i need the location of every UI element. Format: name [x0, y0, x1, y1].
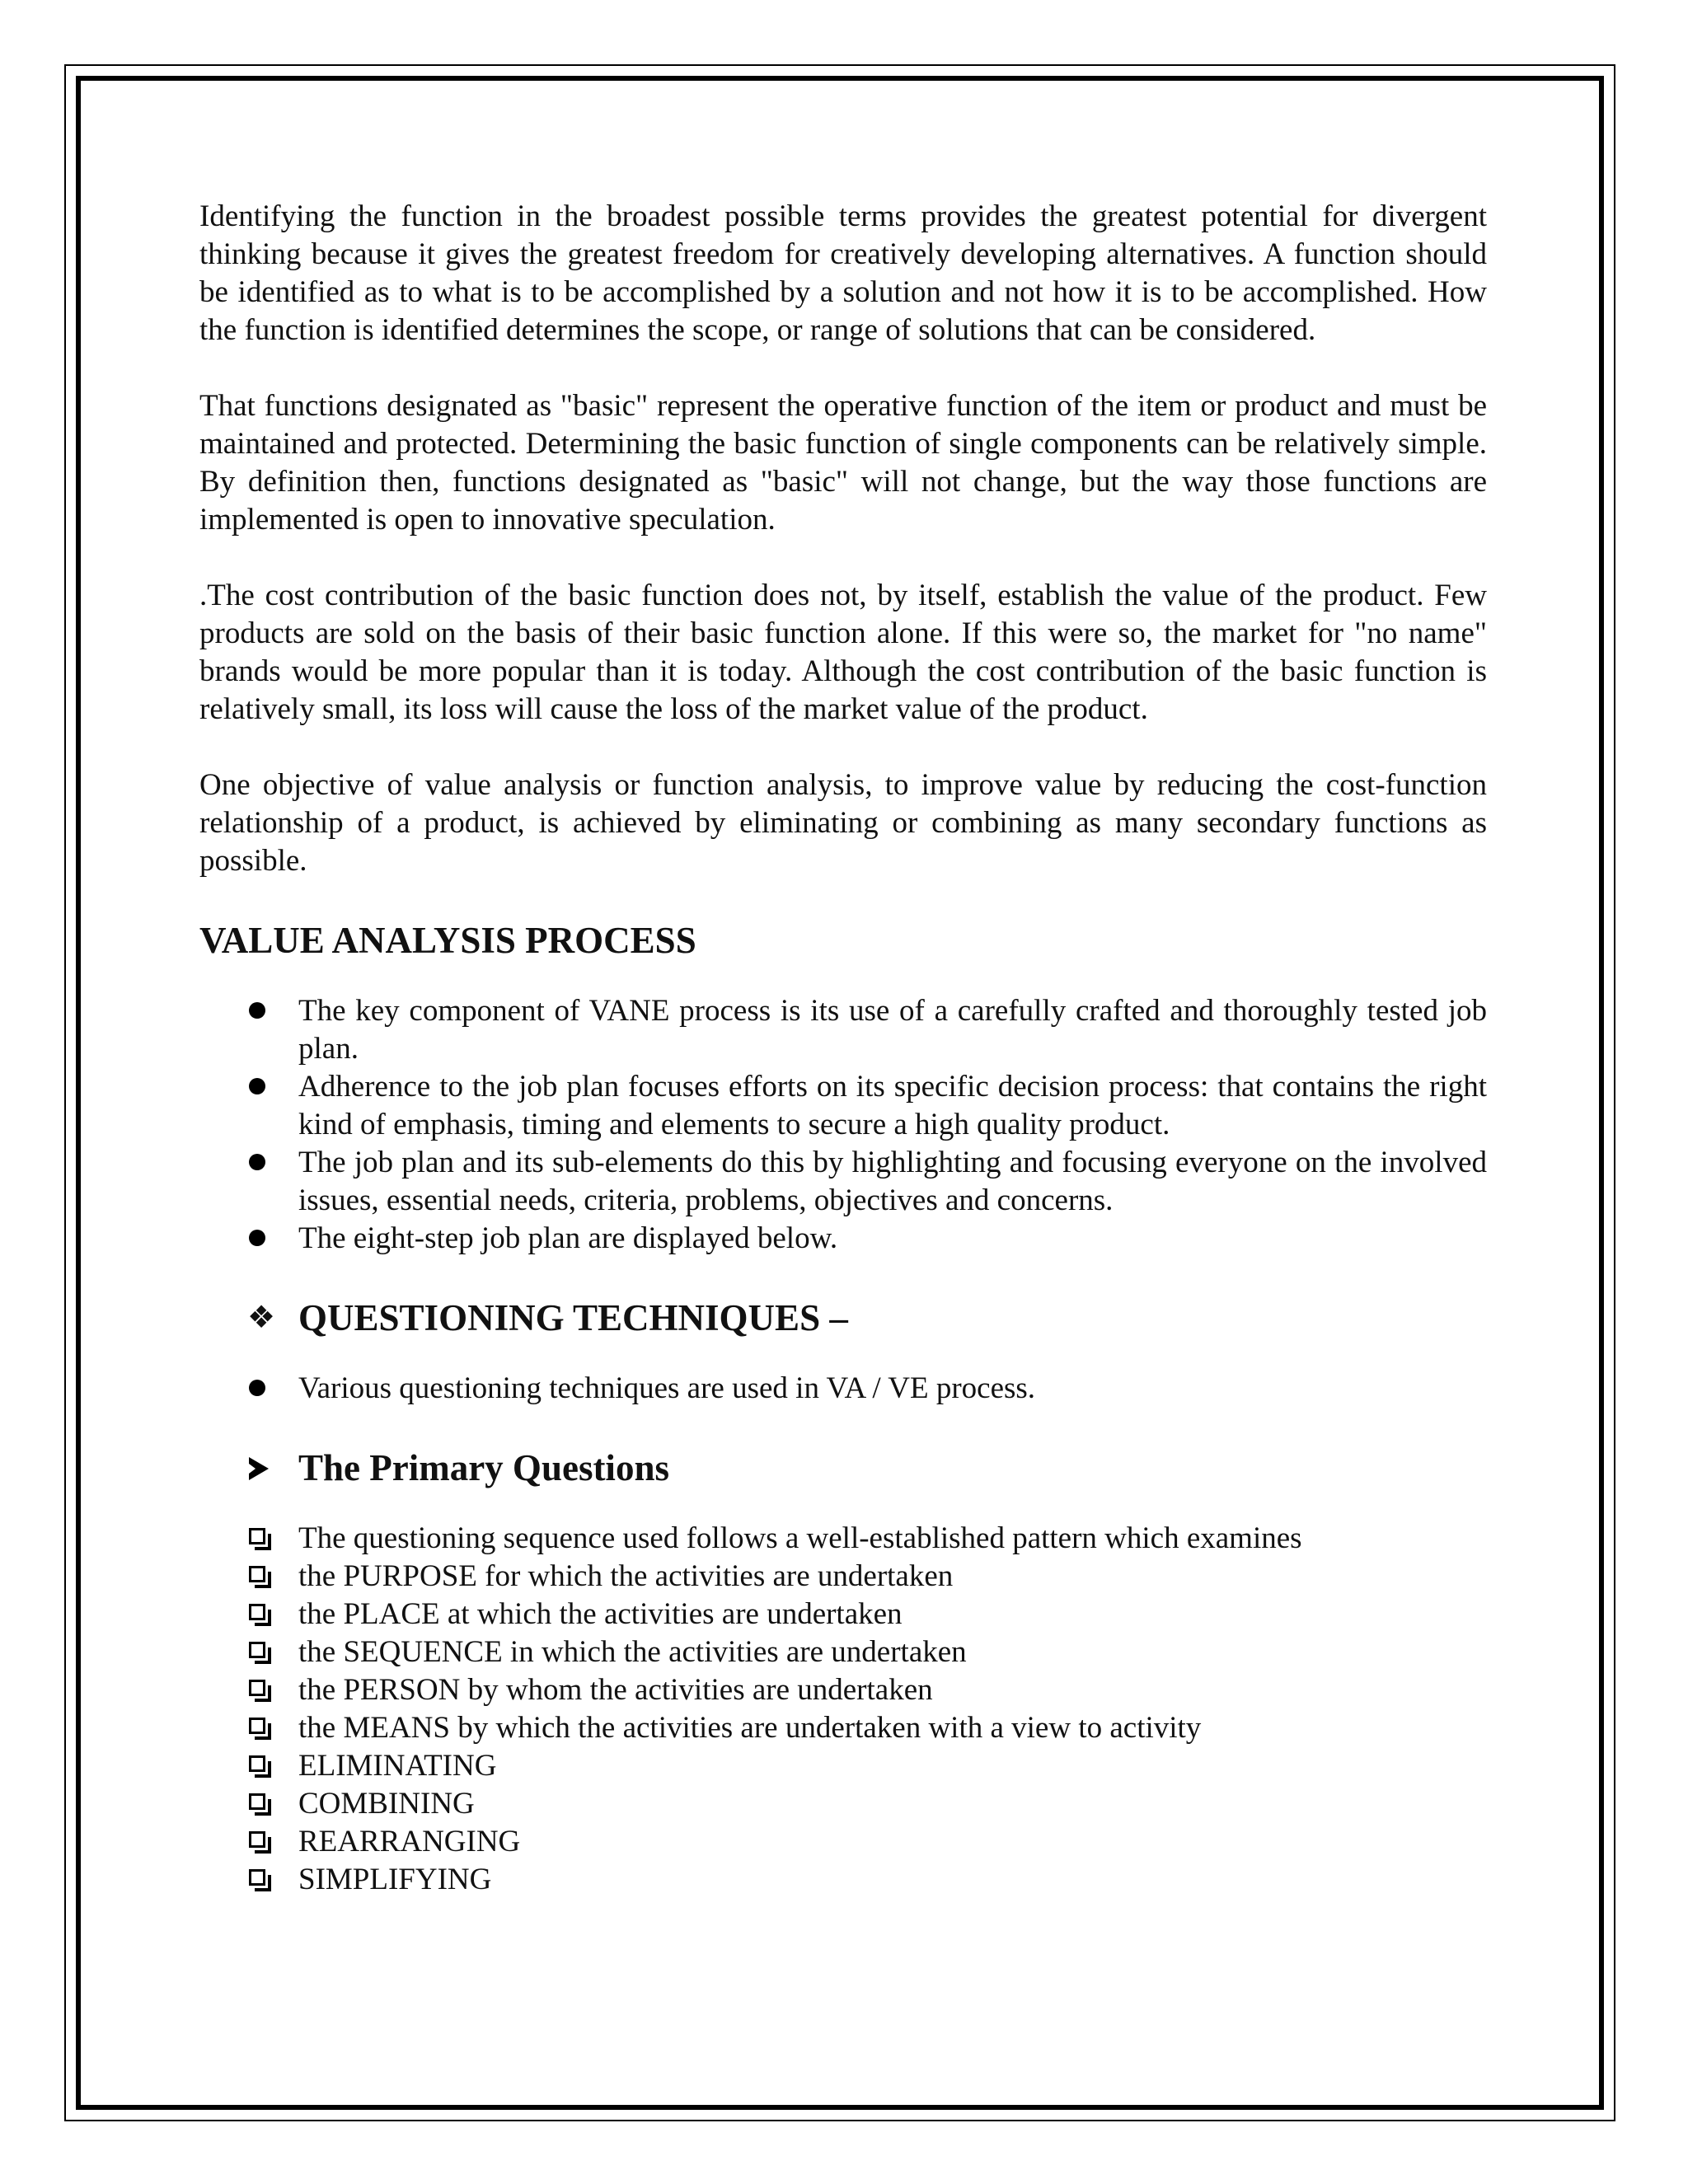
questioning-list	[199, 1370, 1487, 1408]
list-item	[199, 992, 1487, 1068]
list-item	[199, 1144, 1487, 1220]
bullet-dot-icon	[249, 1154, 265, 1170]
paragraph-cost-contribution: .The cost contribution of the basic function does not, by itself, establish the value of the product. Few products are sold on the basis of their basic function alone. If this were so, the market for "no name" brands would be more popular than it is today. Although the cost contribution of the basic function is relatively small, its loss will cause the loss of the market value of the product.	[199, 579, 1487, 726]
list-item	[199, 1220, 1487, 1258]
list-item-text: the PLACE at which the activities are undertaken	[298, 1597, 903, 1631]
list-item-text: COMBINING	[298, 1787, 475, 1821]
value-analysis-list	[199, 992, 1487, 1258]
list-item	[199, 1823, 1487, 1861]
value-analysis-heading: VALUE ANALYSIS PROCESS	[199, 920, 696, 961]
questioning-techniques-title: QUESTIONING TECHNIQUES –	[298, 1297, 848, 1338]
checkbox-bullet-icon	[249, 1755, 265, 1772]
list-item-text: the PERSON by whom the activities are undertaken	[298, 1673, 933, 1707]
list-item	[199, 1785, 1487, 1823]
list-item	[199, 1558, 1487, 1596]
list-item-text: ELIMINATING	[298, 1749, 497, 1783]
list-item-text: Adherence to the job plan focuses efforts on its specific decision process: that contains the right kind of emphasis, timing and elements to secure a high quality product.	[298, 1070, 1487, 1141]
list-item-text: The key component of VANE process is its use of a carefully crafted and thoroughly tested job plan.	[298, 994, 1487, 1066]
paragraph-function-identification: Identifying the function in the broadest possible terms provides the greatest potential for divergent thinking because it gives the greatest freedom for creatively developing alternatives. A function should be identified as to what is to be accomplished by a solution and not how it is to be accomplished. How the function is identified determines the scope, or range of solutions that can be considered.	[199, 199, 1487, 347]
list-item-text: Various questioning techniques are used in VA / VE process.	[298, 1371, 1036, 1405]
primary-questions-heading	[199, 1446, 1487, 1490]
bullet-dot-icon	[249, 1002, 265, 1019]
page-content	[199, 198, 1487, 1899]
primary-questions-list	[199, 1520, 1487, 1899]
list-item	[199, 1747, 1487, 1785]
checkbox-bullet-icon	[249, 1680, 265, 1696]
checkbox-bullet-icon	[249, 1718, 265, 1734]
list-item	[199, 1671, 1487, 1709]
list-item-text: the MEANS by which the activities are undertaken with a view to activity	[298, 1711, 1202, 1745]
list-item	[199, 1709, 1487, 1747]
bullet-dot-icon	[249, 1380, 265, 1396]
arrow-bullet-icon	[249, 1457, 269, 1480]
bullet-dot-icon	[249, 1078, 265, 1094]
list-item-text: SIMPLIFYING	[298, 1863, 492, 1896]
diamond-bullet-icon: ❖	[247, 1301, 276, 1335]
list-item-text: The questioning sequence used follows a well-established pattern which examines	[298, 1521, 1302, 1555]
checkbox-bullet-icon	[249, 1793, 265, 1810]
checkbox-bullet-icon	[249, 1831, 265, 1848]
bullet-dot-icon	[249, 1230, 265, 1246]
list-item-text: the PURPOSE for which the activities are undertaken	[298, 1559, 954, 1593]
list-item-text: REARRANGING	[298, 1825, 521, 1858]
paragraph-basic-functions: That functions designated as "basic" represent the operative function of the item or product and must be maintained and protected. Determining the basic function of single components can be relatively simple. By definition then, functions designated as "basic" will not change, but the way those functions are implemented is open to innovative speculation.	[199, 389, 1487, 537]
primary-questions-title: The Primary Questions	[298, 1447, 669, 1488]
list-item-text: the SEQUENCE in which the activities are undertaken	[298, 1635, 967, 1669]
list-item	[199, 1068, 1487, 1144]
checkbox-bullet-icon	[249, 1528, 265, 1544]
checkbox-bullet-icon	[249, 1642, 265, 1658]
paragraph-objective: One objective of value analysis or function analysis, to improve value by reducing the cost-function relationship of a product, is achieved by eliminating or combining as many secondary functions as possible.	[199, 768, 1487, 878]
checkbox-bullet-icon	[249, 1604, 265, 1620]
list-item	[199, 1520, 1487, 1558]
questioning-techniques-heading	[199, 1296, 1487, 1340]
list-item-text: The eight-step job plan are displayed below.	[298, 1221, 838, 1255]
checkbox-bullet-icon	[249, 1869, 265, 1886]
list-item	[199, 1370, 1487, 1408]
list-item	[199, 1596, 1487, 1633]
list-item-text: The job plan and its sub-elements do this by highlighting and focusing everyone on the involved issues, essential needs, criteria, problems, objectives and concerns.	[298, 1146, 1487, 1217]
list-item	[199, 1633, 1487, 1671]
checkbox-bullet-icon	[249, 1566, 265, 1582]
list-item	[199, 1861, 1487, 1899]
